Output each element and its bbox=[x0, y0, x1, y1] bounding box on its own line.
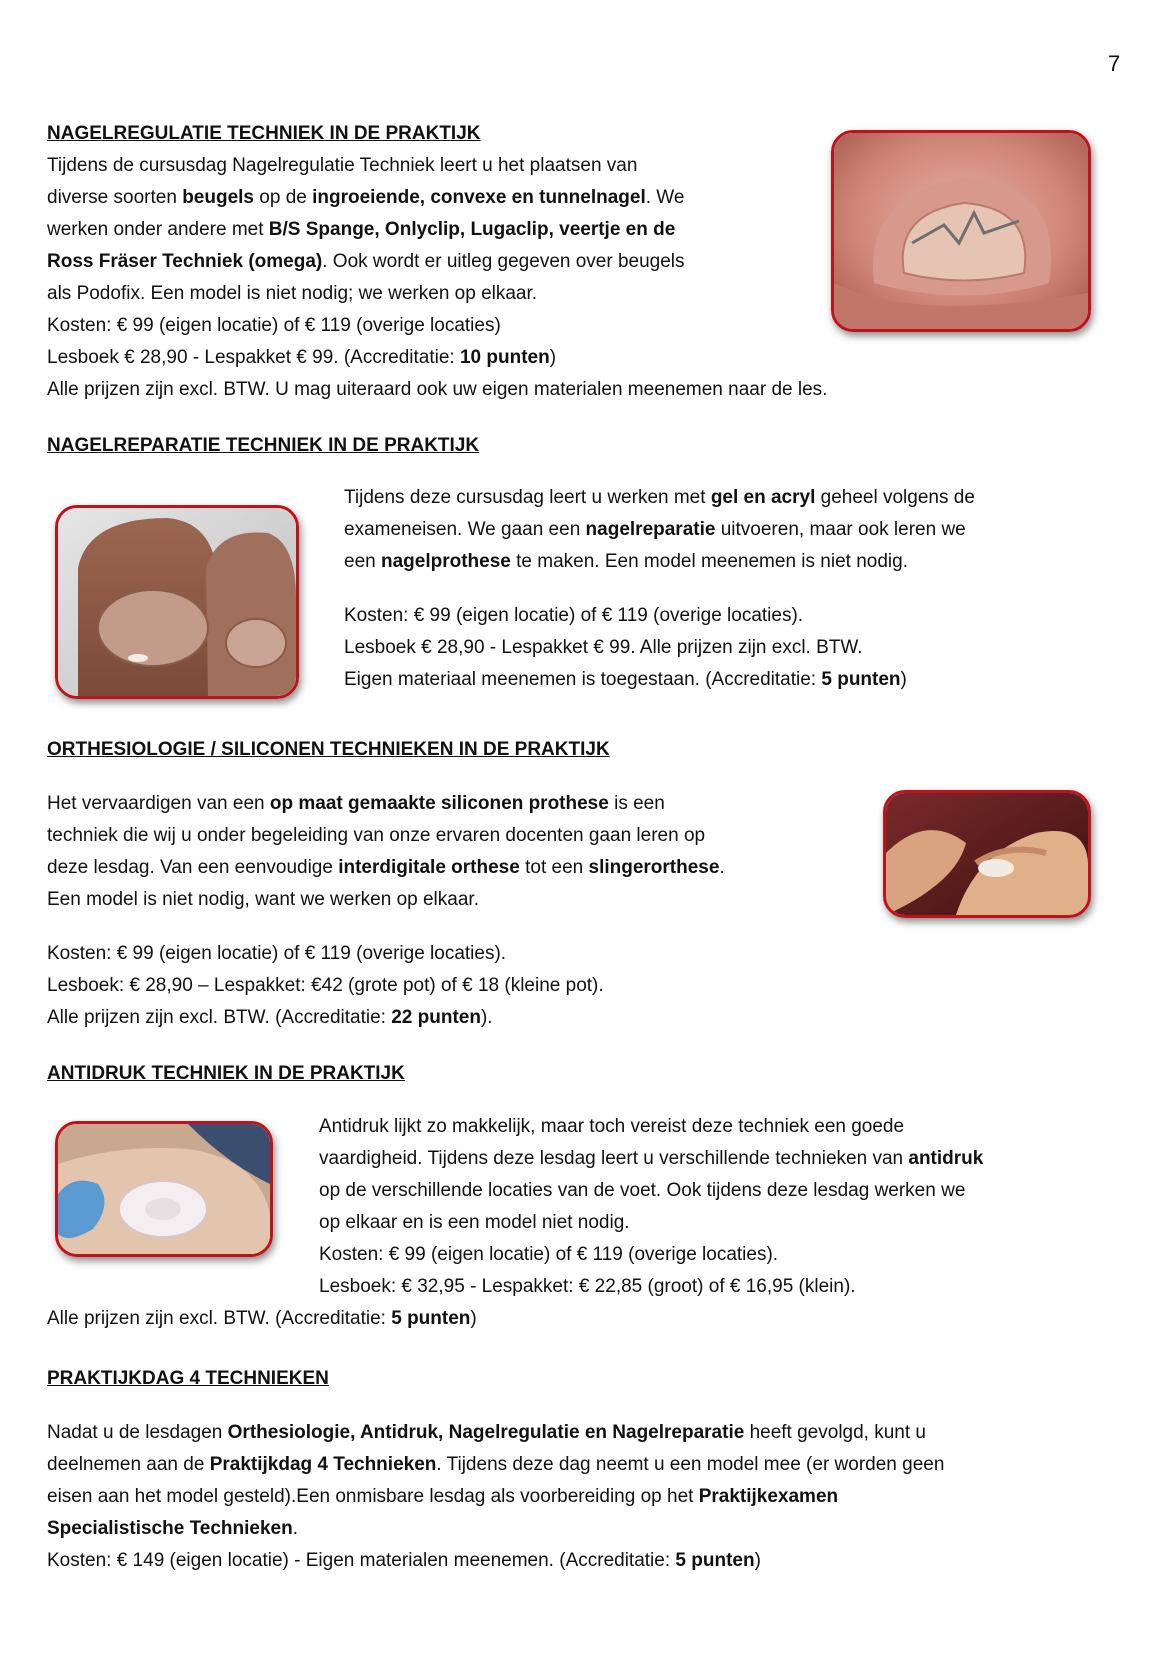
text-run: Kosten: € 99 (eigen locatie) of € 119 (overige locaties) bbox=[47, 315, 501, 336]
bold-text: Specialistische Technieken bbox=[47, 1518, 293, 1539]
bold-text: Praktijkexamen bbox=[698, 1486, 839, 1507]
section-nagelreparatie-heading-block bbox=[47, 430, 1127, 462]
text-run: Lesboek € 28,90 - Lespakket € 99. (Accreditatie: bbox=[47, 347, 460, 368]
text-run: . Ook wordt er uitleg gegeven over beugels bbox=[322, 251, 685, 272]
section-paragraph bbox=[319, 1111, 1139, 1303]
text-run: op elkaar en is een model niet nodig. bbox=[319, 1212, 630, 1233]
bold-text: slingerorthese bbox=[588, 857, 720, 878]
text-run: Een model is niet nodig, want we werken op elkaar. bbox=[47, 889, 479, 910]
bold-text: 5 punten bbox=[675, 1550, 755, 1571]
text-run: Kosten: € 99 (eigen locatie) of € 119 (overige locaties). bbox=[319, 1244, 779, 1265]
text-run: Alle prijzen zijn excl. BTW. (Accreditatie: bbox=[47, 1007, 392, 1028]
text-run: op de bbox=[254, 187, 313, 208]
section-paragraph bbox=[47, 1303, 1127, 1335]
bold-text: nagelreparatie bbox=[585, 519, 716, 540]
text-run: techniek die wij u onder begeleiding van onze ervaren docenten gaan leren op bbox=[47, 825, 706, 846]
text-run: heeft gevolgd, kunt u bbox=[744, 1422, 926, 1443]
text-run: Tijdens de cursusdag Nagelregulatie Techniek leert u het plaatsen van bbox=[47, 155, 638, 176]
section-antidruk-body bbox=[319, 1111, 1139, 1303]
text-run: . bbox=[719, 857, 725, 878]
text-run: uitvoeren, maar ook leren we bbox=[715, 519, 966, 540]
section-nagelreparatie-body bbox=[344, 482, 1124, 696]
bold-text: antidruk bbox=[908, 1148, 984, 1169]
text-run: . Tijdens deze dag neemt u een model mee (er worden geen bbox=[436, 1454, 945, 1475]
text-run: ) bbox=[754, 1550, 761, 1571]
text-run: een bbox=[344, 551, 381, 572]
text-run: ) bbox=[900, 669, 907, 690]
bold-text: Praktijkdag 4 Technieken bbox=[209, 1454, 437, 1475]
text-run: Kosten: € 99 (eigen locatie) of € 119 (overige locaties). bbox=[344, 605, 804, 626]
text-run: exameneisen. We gaan een bbox=[344, 519, 586, 540]
text-run: Lesboek: € 32,95 - Lespakket: € 22,85 (groot) of € 16,95 (klein). bbox=[319, 1276, 856, 1297]
text-run: deze lesdag. Van een eenvoudige bbox=[47, 857, 339, 878]
bold-text: 10 punten bbox=[459, 347, 550, 368]
text-run: tot een bbox=[519, 857, 589, 878]
text-run: Alle prijzen zijn excl. BTW. U mag uiteraard ook uw eigen materialen meenemen naar de les. bbox=[47, 379, 828, 400]
section-heading: ORTHESIOLOGIE / SILICONEN TECHNIEKEN IN DE PRAKTIJK bbox=[47, 739, 610, 760]
text-run: eisen aan het model gesteld).Een onmisbare lesdag als voorbereiding op het bbox=[47, 1486, 699, 1507]
section-heading: NAGELREPARATIE TECHNIEK IN DE PRAKTIJK bbox=[47, 435, 480, 456]
text-run: Kosten: € 149 (eigen locatie) - Eigen materialen meenemen. (Accreditatie: bbox=[47, 1550, 676, 1571]
bold-text: interdigitale orthese bbox=[338, 857, 520, 878]
bold-text: beugels bbox=[182, 187, 254, 208]
text-run: vaardigheid. Tijdens deze lesdag leert u verschillende technieken van bbox=[319, 1148, 909, 1169]
text-run: diverse soorten bbox=[47, 187, 183, 208]
section-heading: NAGELREGULATIE TECHNIEK IN DE PRAKTIJK bbox=[47, 123, 481, 144]
section-paragraph bbox=[47, 1417, 1137, 1577]
text-run: als Podofix. Een model is niet nodig; we werken op elkaar. bbox=[47, 283, 538, 304]
text-run: ) bbox=[549, 347, 557, 368]
text-run: Eigen materiaal meenemen is toegestaan. (Accreditatie: bbox=[344, 669, 822, 690]
page-number: 7 bbox=[1108, 51, 1121, 76]
text-run: Het vervaardigen van een bbox=[47, 793, 270, 814]
bold-text: 5 punten bbox=[821, 669, 901, 690]
nail-repair-photo bbox=[55, 505, 299, 699]
text-run: op de verschillende locaties van de voet. Ook tijdens deze lesdag werken we bbox=[319, 1180, 966, 1201]
bold-text: B/S Spange, Onlyclip, Lugaclip, veertje en de bbox=[268, 219, 676, 240]
text-run: Lesboek: € 28,90 – Lespakket: €42 (grote pot) of € 18 (kleine pot). bbox=[47, 975, 604, 996]
section-paragraph bbox=[344, 482, 1124, 578]
silicone-orthosis-photo bbox=[883, 790, 1091, 918]
bold-text: gel en acryl bbox=[710, 487, 816, 508]
text-run: is een bbox=[608, 793, 665, 814]
section-heading: PRAKTIJKDAG 4 TECHNIEKEN bbox=[47, 1368, 329, 1389]
text-run: Lesboek € 28,90 - Lespakket € 99. Alle prijzen zijn excl. BTW. bbox=[344, 637, 863, 658]
section-antidruk-heading-block bbox=[47, 1058, 1127, 1090]
text-run: te maken. Een model meenemen is niet nodig. bbox=[510, 551, 908, 572]
text-run: . bbox=[292, 1518, 298, 1539]
text-run: Alle prijzen zijn excl. BTW. (Accreditatie: bbox=[47, 1308, 392, 1329]
bold-text: nagelprothese bbox=[380, 551, 511, 572]
section-heading: ANTIDRUK TECHNIEK IN DE PRAKTIJK bbox=[47, 1063, 405, 1084]
nail-brace-photo bbox=[831, 130, 1091, 332]
bold-text: 5 punten bbox=[391, 1308, 471, 1329]
section-paragraph bbox=[47, 938, 1127, 1034]
text-run: geheel volgens de bbox=[815, 487, 975, 508]
bold-text: op maat gemaakte siliconen prothese bbox=[269, 793, 609, 814]
text-run: Nadat u de lesdagen bbox=[47, 1422, 228, 1443]
text-run: . We bbox=[645, 187, 685, 208]
text-run: werken onder andere met bbox=[47, 219, 269, 240]
section-paragraph bbox=[344, 600, 1124, 696]
antipressure-pad-photo bbox=[55, 1121, 273, 1257]
text-run: deelnemen aan de bbox=[47, 1454, 210, 1475]
text-run: Antidruk lijkt zo makkelijk, maar toch vereist deze techniek een goede bbox=[319, 1116, 905, 1137]
bold-text: 22 punten bbox=[391, 1007, 481, 1028]
section-praktijkdag bbox=[47, 1363, 1137, 1577]
text-run: ) bbox=[470, 1308, 477, 1329]
text-run: Kosten: € 99 (eigen locatie) of € 119 (overige locaties). bbox=[47, 943, 507, 964]
text-run: Tijdens deze cursusdag leert u werken met bbox=[344, 487, 711, 508]
section-antidruk-footer bbox=[47, 1303, 1127, 1335]
bold-text: Ross Fräser Techniek (omega) bbox=[47, 251, 323, 272]
text-run: ). bbox=[480, 1007, 493, 1028]
bold-text: Orthesiologie, Antidruk, Nagelregulatie en Nagelreparatie bbox=[227, 1422, 745, 1443]
bold-text: ingroeiende, convexe en tunnelnagel bbox=[312, 187, 646, 208]
